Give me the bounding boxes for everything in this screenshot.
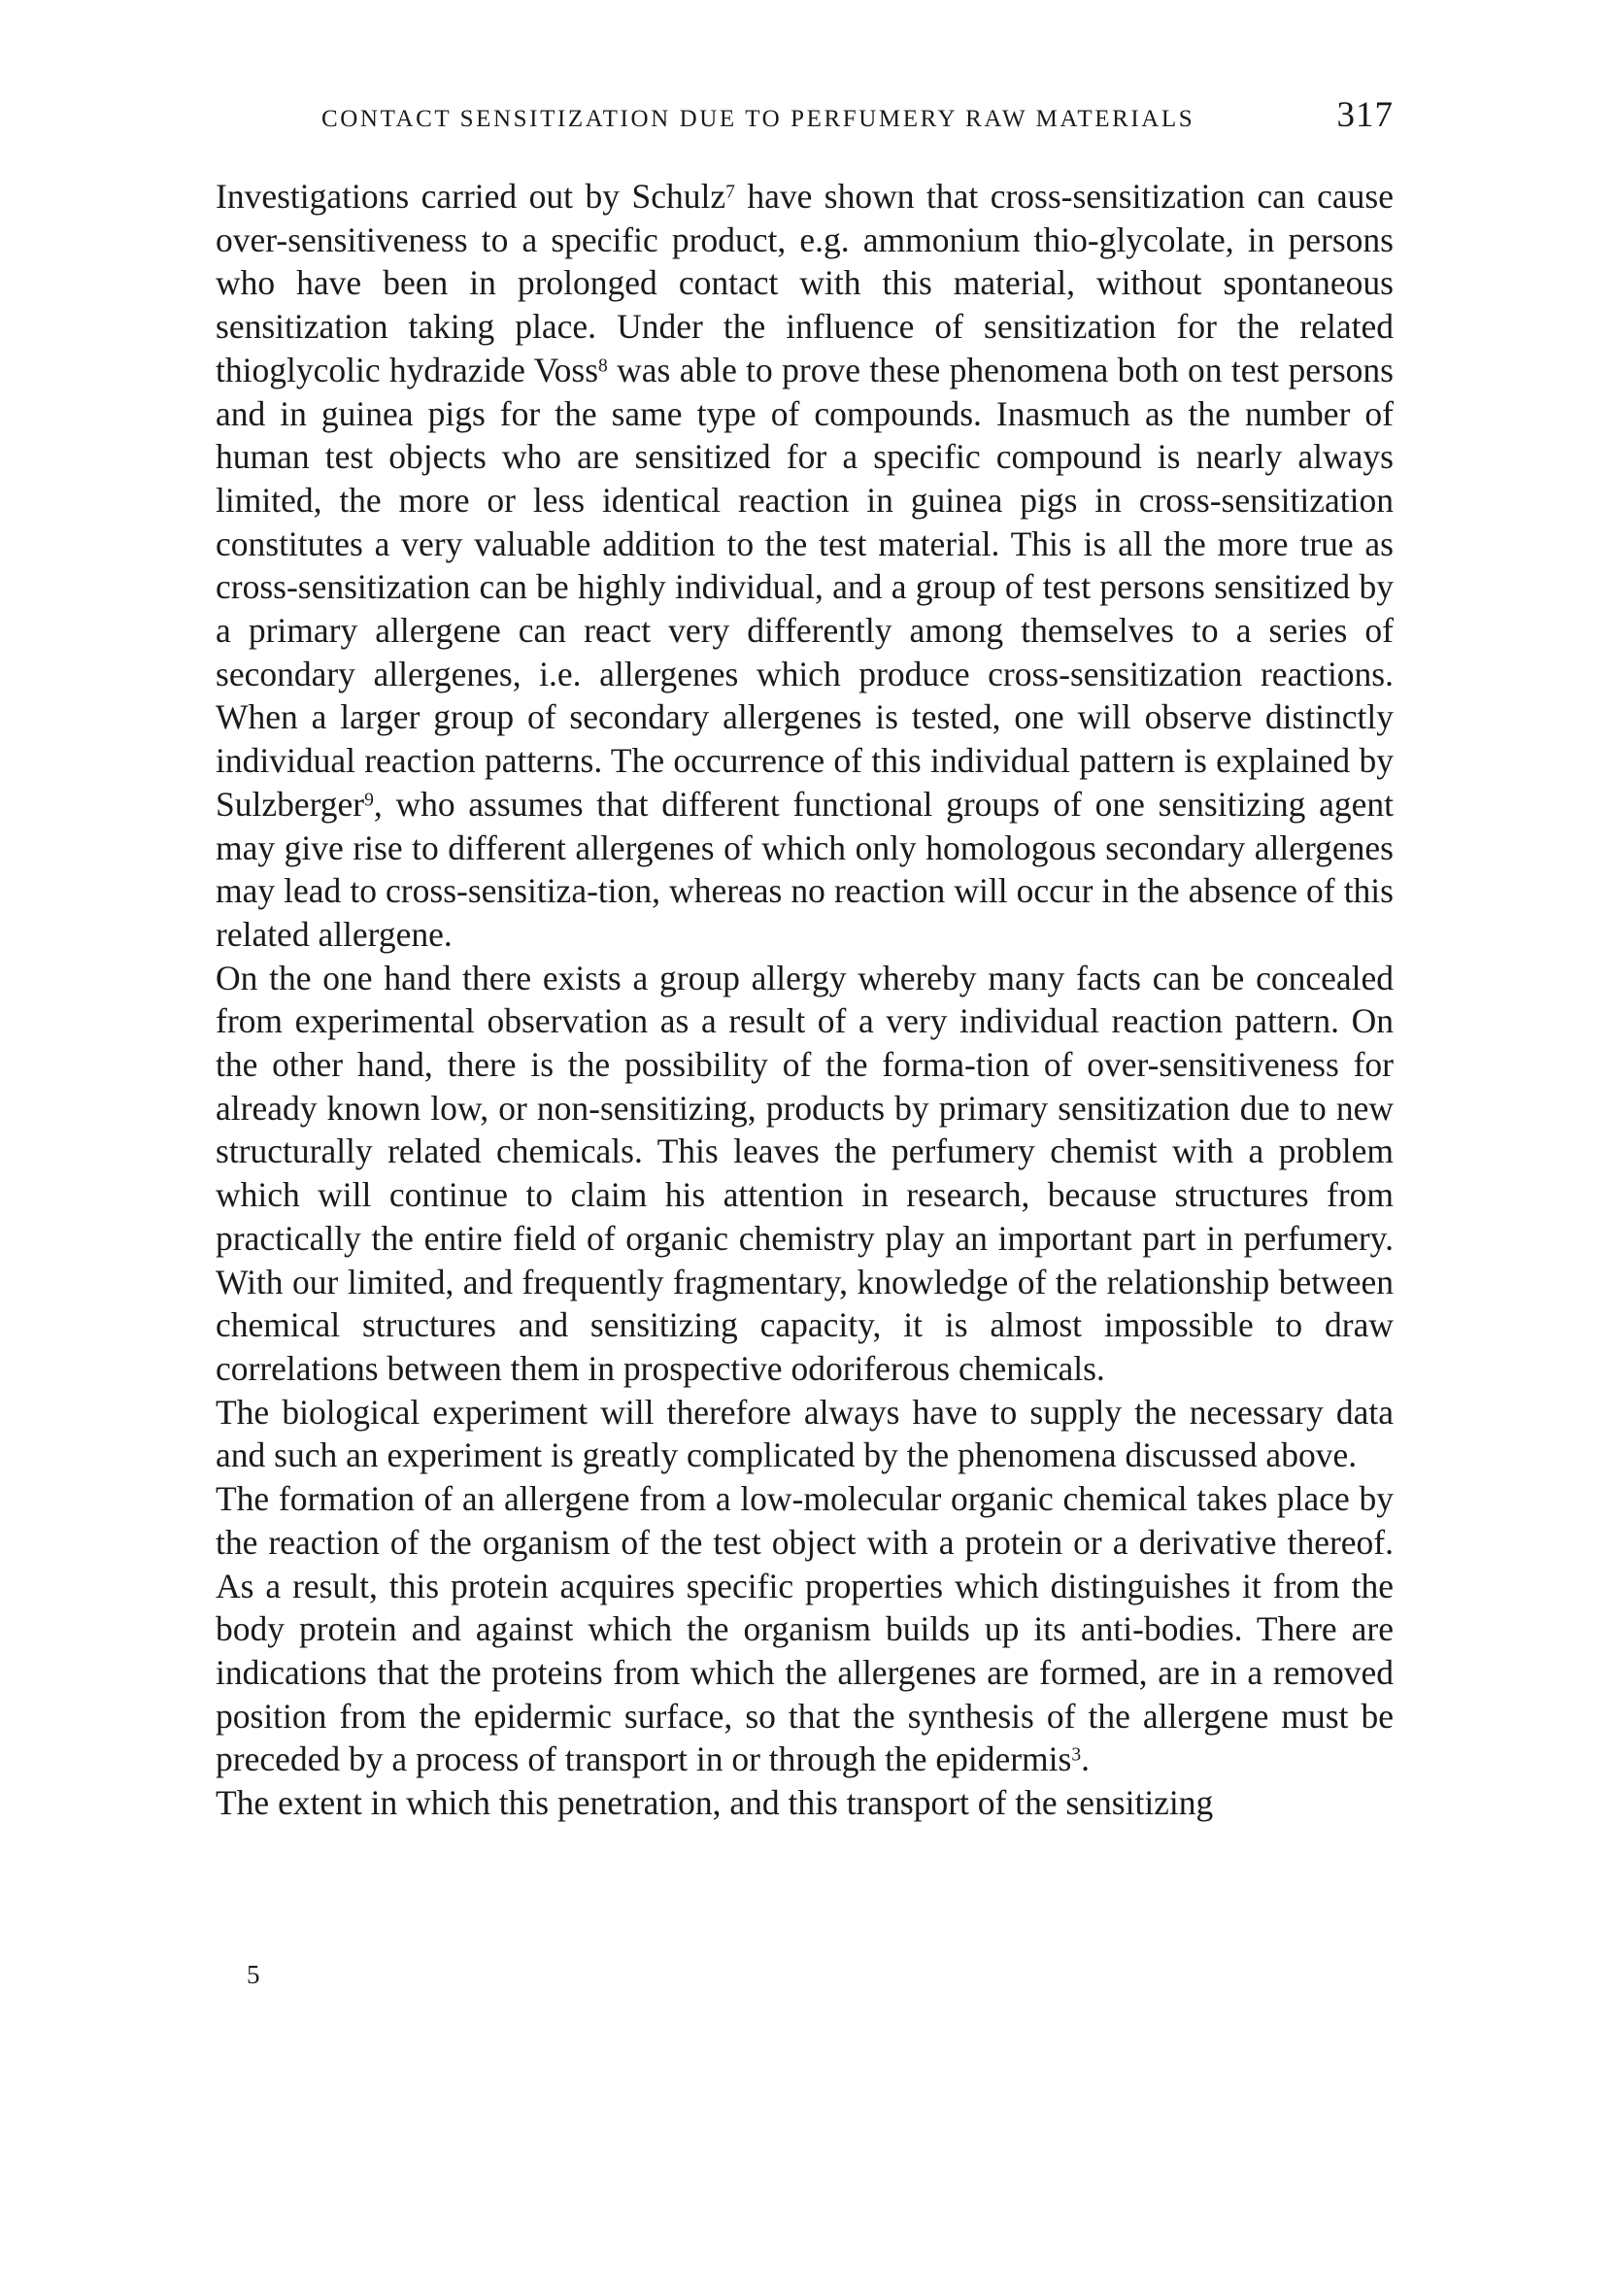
reference-marker: 7 bbox=[725, 182, 735, 203]
paragraph bbox=[216, 1391, 1394, 1477]
body-text bbox=[216, 175, 1394, 1825]
paragraph bbox=[216, 1477, 1394, 1781]
paragraph bbox=[216, 957, 1394, 1391]
paragraph-text: The biological experiment will therefore always have to supply the necessary data and such an experiment is greatly complicated by the phenomena discussed above. bbox=[216, 1392, 1394, 1475]
paragraph-text: The extent in which this penetration, and this transport of the sensitizing bbox=[216, 1783, 1214, 1823]
running-head-title: CONTACT SENSITIZATION DUE TO PERFUMERY RAW MATERIALS bbox=[321, 106, 1195, 132]
reference-marker: 3 bbox=[1071, 1744, 1082, 1766]
paragraph-text: On the one hand there exists a group allergy whereby many facts can be concealed from experimental observation as a result of a very individual reaction pattern. On the other hand, there is the possibility of the forma-tion of over-sensitiveness for already known low, or non-sensitizing, products by primary sensitization due to new structurally related chemicals. This leaves the perfumery chemist with a problem which will continue to claim his attention in research, because structures from practically the entire field of organic chemistry play an important part in perfumery. With our limited, and frequently fragmentary, knowledge of the relationship between chemical structures and sensitizing capacity, it is almost impossible to draw correlations between them in prospective odoriferous chemicals. bbox=[216, 958, 1394, 1388]
paragraph bbox=[216, 175, 1394, 957]
page-number: 317 bbox=[1336, 95, 1394, 135]
signature-folio: 5 bbox=[247, 1960, 260, 1989]
running-head bbox=[321, 94, 1394, 136]
paragraph-text: Investigations carried out by Schulz bbox=[216, 177, 726, 216]
reference-marker: 8 bbox=[598, 355, 608, 377]
paragraph bbox=[216, 1781, 1394, 1825]
paragraph-text: . bbox=[1081, 1739, 1090, 1779]
reference-marker: 9 bbox=[364, 790, 374, 811]
paragraph-text: , who assumes that different functional groups of one sensitizing agent may give rise to different allergenes of which only homologous secondary allergenes may lead to cross-sensitiza-tion, whereas no reaction will occur in the absence of this related allergene. bbox=[216, 784, 1394, 954]
paragraph-text: was able to prove these phenomena both on test persons and in guinea pigs for the same type of compounds. Inasmuch as the number of human test objects who are sensitized for a specific compound is nearly always limited, the more or less identical reaction in guinea pigs in cross-sensitization constitutes a very valuable addition to the test material. This is all the more true as cross-sensitization can be highly individual, and a group of test persons sensitized by a primary allergene can react very differently among themselves to a series of secondary allergenes, i.e. allergenes which produce cross-sensitization reactions. When a larger group of secondary allergenes is tested, one will observe distinctly individual reaction patterns. The occurrence of this individual pattern is explained by Sulzberger bbox=[216, 350, 1394, 824]
paragraph-text: The formation of an allergene from a low-molecular organic chemical takes place by the reaction of the organism of the test object with a protein or a derivative thereof. As a result, this protein acquires specific properties which distinguishes it from the body protein and against which the organism builds up its anti-bodies. There are indications that the proteins from which the allergenes are formed, are in a removed position from the epidermic surface, so that the synthesis of the allergene must be preceded by a process of transport in or through the epidermis bbox=[216, 1479, 1394, 1779]
paragraph-text: have shown that cross-sensitization can cause over-sensitiveness to a specific product, e.g. ammonium thio-glycolate, in persons who have been in prolonged contact with this material, without spontaneous sensitization taking place. Under the influence of sensitization for the related thioglycolic hydrazide Voss bbox=[216, 177, 1394, 389]
